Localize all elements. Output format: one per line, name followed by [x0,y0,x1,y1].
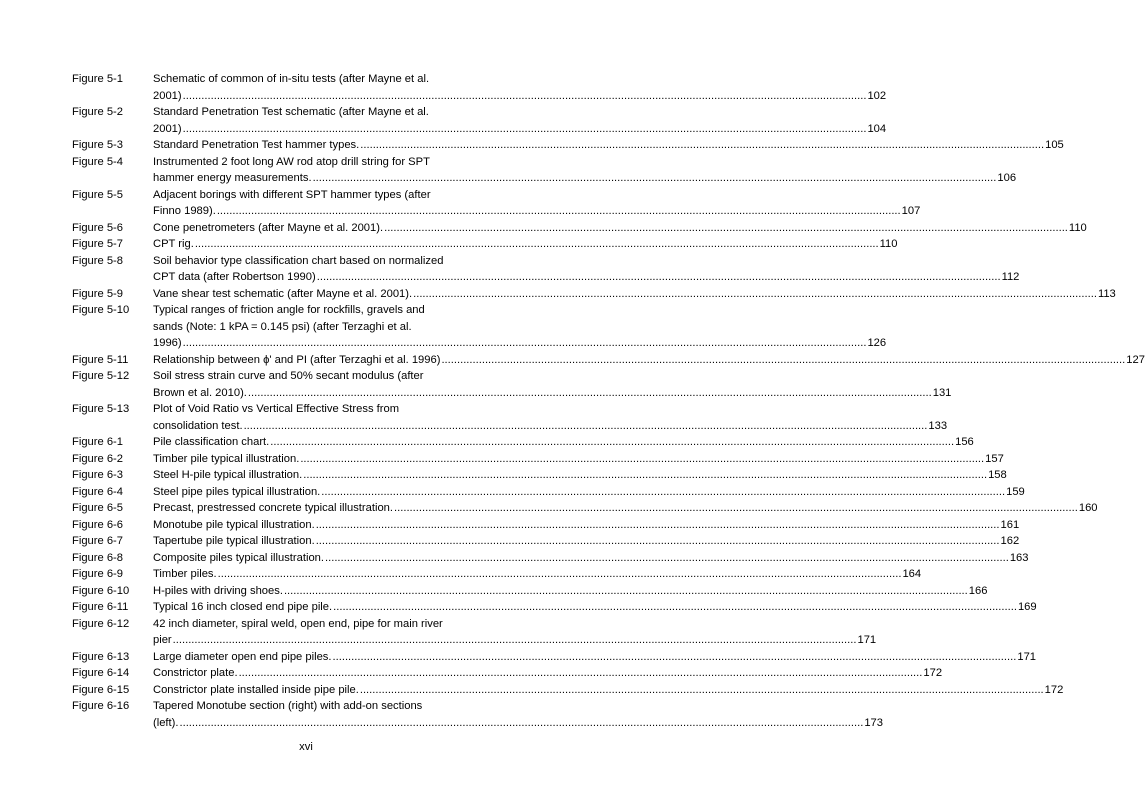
entry-title-leader-line [153,451,1004,468]
entry-title: (left). [153,716,179,729]
dot-leader: ............................................................................................................................................................................................................................ [325,551,1009,564]
dot-leader: ............................................................................................................................................................................................................................ [172,634,857,646]
page-ref: 106 [997,172,1017,184]
entry-title-leader-line [153,484,1025,501]
entry-title: Timber pile typical illustration. [153,452,300,465]
figure-number: Figure 6-13 [72,650,130,663]
figure-number: Figure 6-12 [72,617,130,630]
page-ref: 163 [1009,551,1029,564]
entry-title: Brown et al. 2010). [153,386,247,399]
dot-leader: ............................................................................................................................................................................................................................ [413,287,1097,300]
entry-title-leader-line [153,649,1037,666]
figure-number: Figure 5-5 [72,188,123,201]
figure-number: Figure 6-9 [72,568,123,580]
entry-title-leader-line [153,500,1098,517]
entry-title-leader-line [153,533,1020,550]
figure-number: Figure 5-2 [72,106,123,118]
entry-title: Composite piles typical illustration. [153,551,324,564]
page-ref: 160 [1078,502,1098,514]
entry-title-leader-line [153,236,898,253]
entry-title-leader-line [153,467,1007,484]
page-ref: 172 [923,667,943,679]
entry-title: Timber piles. [153,568,217,580]
page-number: xvi [299,741,313,753]
page-ref: 171 [857,634,877,646]
entry-title: consolidation test. [153,419,243,432]
dot-leader: ............................................................................................................................................................................................................................ [360,139,1045,151]
dot-leader: ............................................................................................................................................................................................................................ [315,518,1000,531]
page-ref: 105 [1045,139,1064,151]
entry-title: Steel H-pile typical illustration. [153,469,303,481]
page-ref: 158 [988,469,1007,481]
entry-title-leader-line [153,566,922,583]
dot-leader: ............................................................................................................................................................................................................................ [238,667,923,679]
figure-number: Figure 6-2 [72,452,123,465]
page-ref: 156 [955,436,974,448]
entry-title: 1996) [153,337,182,349]
page-ref: 127 [1126,353,1145,366]
entry-title: Constrictor plate installed inside pipe pile. [153,683,359,696]
dot-leader: ............................................................................................................................................................................................................................ [394,502,1078,514]
entry-title: CPT rig. [153,238,194,250]
figure-number: Figure 6-10 [72,584,130,597]
dot-leader: ............................................................................................................................................................................................................................ [182,337,867,349]
page-ref: 171 [1017,650,1037,663]
entry-title-leader-line [153,599,1037,616]
page-ref: 126 [867,337,887,349]
entry-title: hammer energy measurements. [153,172,312,184]
page-ref: 173 [864,716,883,729]
dot-leader: ............................................................................................................................................................................................................................ [303,469,988,481]
entry-title: Tapered Monotube section (right) with add-on sections [153,700,423,712]
entry-title-leader-line [153,269,1020,286]
entry-title: Large diameter open end pipe piles. [153,650,332,663]
entry-title-leader-line [153,632,877,649]
figure-number: Figure 6-4 [72,485,123,498]
figure-number: Figure 6-3 [72,469,123,481]
entry-title-leader-line [153,121,887,138]
entry-title-leader-line [153,203,921,220]
entry-title-leader-line [153,550,1029,567]
entry-title-leader-line [153,220,1087,237]
dot-leader: ............................................................................................................................................................................................................................ [194,238,879,250]
entry-title-leader-line [153,583,988,600]
figure-number: Figure 5-3 [72,139,123,151]
figure-number: Figure 6-1 [72,436,123,448]
page-ref: 159 [1006,485,1025,498]
dot-leader: ............................................................................................................................................................................................................................ [441,353,1126,366]
entry-title-leader-line [153,335,887,352]
entry-title-leader-line [153,418,948,435]
entry-title-leader-line [153,286,1116,303]
dot-leader: ............................................................................................................................................................................................................................ [333,601,1017,613]
dot-leader: ............................................................................................................................................................................................................................ [182,89,867,102]
entry-title: 2001) [153,122,182,135]
page-ref: 133 [928,419,948,432]
dot-leader: ............................................................................................................................................................................................................................ [217,568,902,580]
entry-title-leader-line [153,352,1145,369]
entry-title: Finno 1989). [153,205,216,217]
entry-title-leader-line [153,137,1064,154]
entry-title: sands (Note: 1 kPA = 0.145 psi) (after Terzaghi et al. [153,320,412,333]
entry-title: Standard Penetration Test hammer types. [153,139,360,151]
entry-title: Steel pipe piles typical illustration. [153,485,321,498]
page-ref: 161 [1000,518,1020,531]
entry-title: Soil stress strain curve and 50% secant modulus (after [153,370,424,382]
dot-leader: ............................................................................................................................................................................................................................ [315,535,1000,547]
entry-title: Tapertube pile typical illustration. [153,535,315,547]
page-ref: 162 [1000,535,1020,547]
entry-title: Soil behavior type classification chart based on normalized [153,254,444,267]
dot-leader: ............................................................................................................................................................................................................................ [270,436,955,448]
entry-title-leader-line [153,170,1017,187]
figure-number: Figure 5-1 [72,73,123,85]
figure-number: Figure 5-11 [72,353,129,366]
entry-title-leader-line [153,665,943,682]
figure-number: Figure 6-16 [72,700,130,712]
figure-number: Figure 5-12 [72,370,130,382]
entry-title: Adjacent borings with different SPT hammer types (after [153,188,431,201]
entry-title-leader-line [153,88,887,105]
dot-leader: ............................................................................................................................................................................................................................ [316,271,1001,283]
entry-title: Plot of Void Ratio vs Vertical Effective Stress from [153,403,400,415]
figure-number: Figure 5-9 [72,287,123,300]
entry-title-leader-line [153,715,883,732]
entry-title: Relationship between ϕ' and PI (after Terzaghi et al. 1996) [153,353,441,366]
entry-title: Vane shear test schematic (after Mayne et al. 2001). [153,287,413,300]
page-ref: 102 [867,89,887,102]
page-ref: 131 [932,386,952,399]
entry-title: H-piles with driving shoes. [153,584,283,597]
dot-leader: ............................................................................................................................................................................................................................ [300,452,985,465]
page-ref: 172 [1044,683,1064,696]
figure-number: Figure 5-7 [72,238,123,250]
page-ref: 110 [1068,221,1087,234]
entry-title: 2001) [153,89,182,102]
figure-number: Figure 6-15 [72,683,130,696]
entry-title-leader-line [153,434,974,451]
entry-title: Typical ranges of friction angle for rockfills, gravels and [153,304,425,316]
dot-leader: ............................................................................................................................................................................................................................ [332,650,1017,663]
figure-number: Figure 6-7 [72,535,123,547]
dot-leader: ............................................................................................................................................................................................................................ [243,419,928,432]
page-ref: 164 [902,568,922,580]
entry-title: Standard Penetration Test schematic (after Mayne et al. [153,106,429,118]
entry-title: Monotube pile typical illustration. [153,518,315,531]
entry-title: Typical 16 inch closed end pipe pile. [153,601,333,613]
dot-leader: ............................................................................................................................................................................................................................ [179,716,864,729]
figure-number: Figure 5-6 [72,221,123,234]
page-ref: 107 [901,205,921,217]
entry-title: Instrumented 2 foot long AW rod atop drill string for SPT [153,155,430,168]
entry-title: Precast, prestressed concrete typical illustration. [153,502,394,514]
dot-leader: ............................................................................................................................................................................................................................ [321,485,1006,498]
figure-number: Figure 5-8 [72,254,123,267]
dot-leader: ............................................................................................................................................................................................................................ [216,205,901,217]
entry-title: pier [153,634,172,646]
dot-leader: ............................................................................................................................................................................................................................ [312,172,997,184]
page-ref: 113 [1097,287,1116,300]
figure-number: Figure 5-13 [72,403,130,415]
figure-number: Figure 6-14 [72,667,130,679]
entry-title: Pile classification chart. [153,436,270,448]
figure-number: Figure 6-11 [72,601,129,613]
page-ref: 157 [985,452,1004,465]
entry-title: CPT data (after Robertson 1990) [153,271,316,283]
dot-leader: ............................................................................................................................................................................................................................ [283,584,968,597]
dot-leader: ............................................................................................................................................................................................................................ [182,122,867,135]
figure-number: Figure 5-10 [72,304,130,316]
figure-number: Figure 5-4 [72,155,123,168]
entry-title-leader-line [153,517,1020,534]
figure-number: Figure 6-5 [72,502,123,514]
page-ref: 110 [879,238,898,250]
entry-title-leader-line [153,385,952,402]
entry-title: Constrictor plate. [153,667,238,679]
entry-title-leader-line [153,682,1064,699]
figure-number: Figure 6-8 [72,551,123,564]
page-ref: 112 [1001,271,1020,283]
page-ref: 169 [1017,601,1037,613]
entry-title: Cone penetrometers (after Mayne et al. 2001). [153,221,384,234]
entry-title: 42 inch diameter, spiral weld, open end, pipe for main river [153,617,443,630]
dot-leader: ............................................................................................................................................................................................................................ [247,386,932,399]
dot-leader: ............................................................................................................................................................................................................................ [359,683,1044,696]
figure-number: Figure 6-6 [72,518,123,531]
dot-leader: ............................................................................................................................................................................................................................ [384,221,1068,234]
entry-title: Schematic of common of in-situ tests (after Mayne et al. [153,73,430,85]
page-ref: 166 [968,584,988,597]
page-ref: 104 [867,122,887,135]
